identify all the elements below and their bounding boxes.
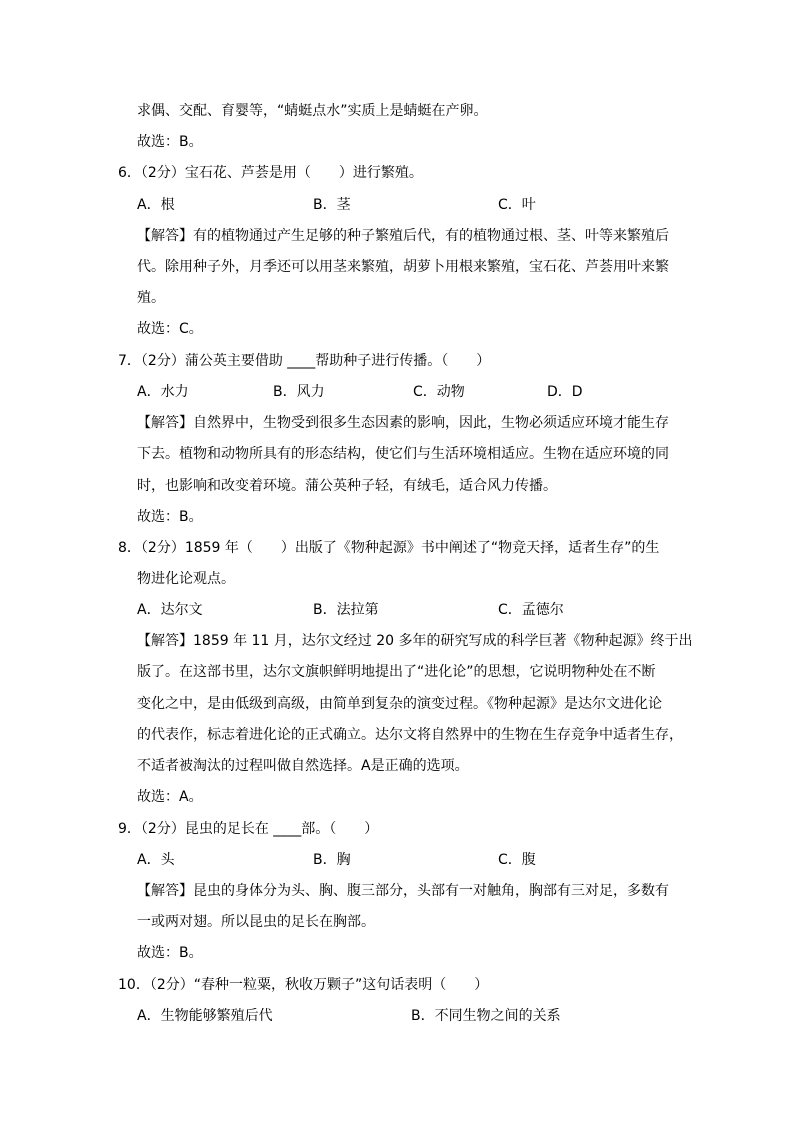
q7-analysis-line: 【解答】自然界中，生物受到很多生态因素的影响，因此，生物必须适应环境才能生存 <box>137 415 669 431</box>
q9-stem: 9．（2分）昆虫的足长在 ____部。（ ） <box>118 821 379 837</box>
q9-option-a: A．头 <box>137 852 175 868</box>
q6-stem: 6．（2分）宝石花、芦荟是用（ ）进行繁殖。 <box>118 165 423 181</box>
q7-option-d: D．D <box>547 384 583 400</box>
q7-option-b: B．风力 <box>273 384 325 400</box>
q7-option-a: A．水力 <box>137 384 189 400</box>
q7-analysis-line: 下去。植物和动物所具有的形态结构，使它们与生活环境相适应。生物在适应环境的同 <box>137 446 669 462</box>
q6-option-c: C．叶 <box>498 197 536 213</box>
q7-stem: 7．（2分）蒲公英主要借助 ____帮助种子进行传播。（ ） <box>118 353 491 369</box>
q8-analysis-line: 不适者被淘汰的过程叫做自然选择。A是正确的选项。 <box>137 758 469 774</box>
q8-analysis-line: 的代表作，标志着进化论的正式确立。达尔文将自然界中的生物在生存竞争中适者生存， <box>137 727 683 743</box>
q6-analysis-line: 【解答】有的植物通过产生足够的种子繁殖后代，有的植物通过根、茎、叶等来繁殖后 <box>137 228 669 244</box>
q8-option-b: B．法拉第 <box>313 602 379 618</box>
q5-answer: 故选：B。 <box>137 134 203 150</box>
q9-analysis-line: 一或两对翅。所以昆虫的足长在胸部。 <box>137 914 375 930</box>
q6-analysis-line: 殖。 <box>137 290 165 306</box>
q6-answer: 故选：C。 <box>137 321 203 337</box>
q7-option-c: C．动物 <box>413 384 465 400</box>
q8-stem-cont: 物进化论观点。 <box>137 571 235 587</box>
q8-analysis-line: 版了。在这部书里，达尔文旗帜鲜明地提出了“进化论”的思想，它说明物种处在不断 <box>137 664 656 680</box>
q10-options <box>137 1001 697 1032</box>
q6-option-a: A．根 <box>137 197 175 213</box>
q7-options <box>137 377 697 408</box>
q8-option-a: A．达尔文 <box>137 602 203 618</box>
q8-answer: 故选：A。 <box>137 789 203 805</box>
q8-stem: 8．（2分）1859 年（ ）出版了《物种起源》书中阐述了“物竞天择，适者生存”的生 <box>118 540 660 556</box>
q6-analysis-line: 代。除用种子外，月季还可以用茎来繁殖，胡萝卜用根来繁殖，宝石花、芦荟用叶来繁 <box>137 259 669 275</box>
q10-option-b: B．不同生物之间的关系 <box>411 1008 561 1024</box>
q9-option-b: B．胸 <box>313 852 351 868</box>
q8-analysis-line: 变化之中，是由低级到高级，由简单到复杂的演变过程。《物种起源》是达尔文进化论 <box>137 696 662 712</box>
q9-answer: 故选：B。 <box>137 945 203 961</box>
q6-options <box>137 190 697 221</box>
q9-options <box>137 845 697 876</box>
q10-stem: 10．（2分）“春种一粒粟，秋收万颗子”这句话表明（ ） <box>118 977 489 993</box>
q9-analysis-line: 【解答】昆虫的身体分为头、胸、腹三部分，头部有一对触角，胸部有三对足，多数有 <box>137 883 669 899</box>
q7-analysis-line: 时，也影响和改变着环境。蒲公英种子轻，有绒毛，适合风力传播。 <box>137 478 557 494</box>
q6-option-b: B．茎 <box>313 197 351 213</box>
q8-options <box>137 595 697 626</box>
q9-option-c: C．腹 <box>498 852 536 868</box>
q8-option-c: C．孟德尔 <box>498 602 564 618</box>
q8-analysis-line: 【解答】1859 年 11 月，达尔文经过 20 多年的研究写成的科学巨著《物种起源》终于出 <box>137 633 693 649</box>
q5-analysis-line: 求偶、交配、育婴等，“蜻蜓点水”实质上是蜻蜓在产卵。 <box>137 103 488 119</box>
q7-answer: 故选：B。 <box>137 509 203 525</box>
q10-option-a: A．生物能够繁殖后代 <box>137 1008 273 1024</box>
